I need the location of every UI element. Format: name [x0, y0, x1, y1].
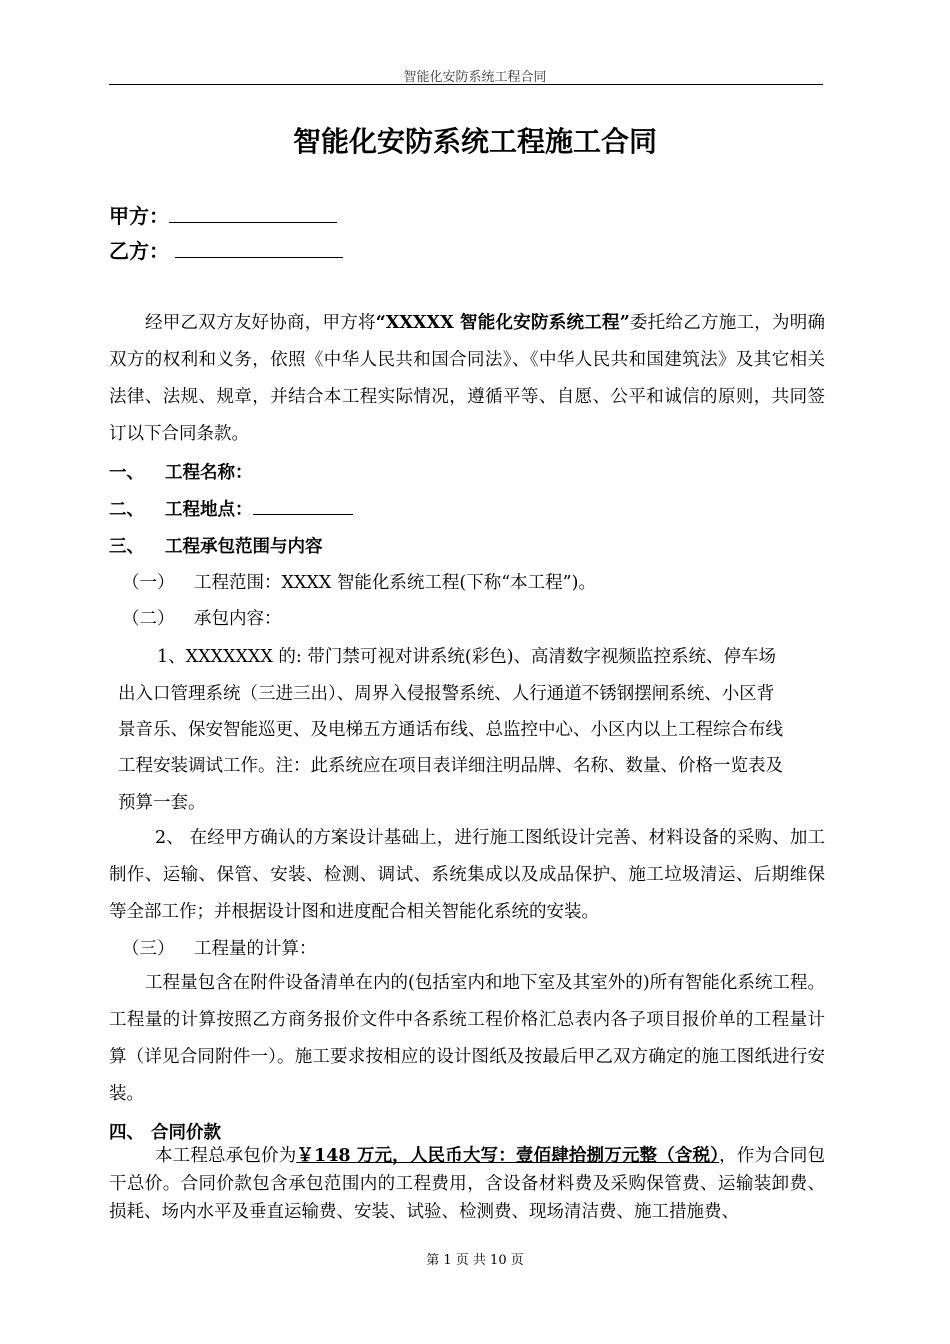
document-title: 智能化安防系统工程施工合同	[292, 125, 657, 158]
section-4-number: 四、	[109, 1123, 144, 1143]
price-rest: ，作为合同包干总价。合同价款包含承包范围内的工程费用，含设备材料费及采购保管费、运输装卸费、损耗、场内水平及垂直运输费、安装、试验、检测费、现场清洁费、施工措施费、	[109, 1146, 826, 1222]
scope-item-1-line-2: 出入口管理系统（三进三出）、周界入侵报警系统、人行通道不锈钢摆闸系统、小区背	[118, 684, 775, 704]
section-1-label: 工程名称：	[165, 463, 253, 483]
scope-sub-1	[122, 569, 596, 594]
section-2-label: 工程地点：	[165, 500, 253, 520]
section-3	[109, 533, 323, 558]
scope-item-1-line-1: 1、XXXXXXX 的: 带门禁可视对讲系统(彩色)、高清数字视频监控系统、停车场	[157, 647, 777, 667]
section-2	[109, 496, 353, 521]
party-b-line	[109, 235, 343, 264]
scope-sub-2	[122, 605, 282, 630]
party-b-blank	[175, 239, 343, 258]
section-4-label: 合同价款	[151, 1123, 221, 1143]
scope-item-1-line-3: 景音乐、保安智能巡更、及电梯五方通话布线、总监控中心、小区内以上工程综合布线	[118, 720, 783, 740]
quantity-paragraph: 工程量包含在附件设备清单在内的(包括室内和地下室及其室外的)所有智能化系统工程。工程量的计算按照乙方商务报价文件中各系统工程价格汇总表内各子项目报价单的工程量计算（详见合同附件一）。施工要求按相应的设计图纸及按最后甲乙双方确定的施工图纸进行安装。	[109, 973, 825, 1104]
preamble-paragraph	[109, 305, 825, 453]
section-3-number: 三、	[109, 537, 144, 557]
header-rule	[109, 84, 823, 85]
scope-sub-3-text: 工程量的计算：	[194, 939, 317, 959]
running-header: 智能化安防系统工程合同	[403, 70, 547, 85]
party-a-line	[109, 200, 337, 229]
scope-item-1-line-4: 工程安装调试工作。注：此系统应在项目表详细注明品牌、名称、数量、价格一览表及	[118, 756, 783, 776]
scope-sub-1-number: （一）	[122, 573, 175, 593]
section-4	[109, 1119, 221, 1144]
price-paragraph	[109, 1142, 825, 1226]
scope-item-2: 2、 在经甲方确认的方案设计基础上，进行施工图纸设计完善、材料设备的采购、加工制作、运输、保管、安装、检测、调试、系统集成以及成品保护、施工垃圾清运、后期维保等全部工作；并根据设计图和进度配合相关智能化系统的安装。	[109, 828, 825, 922]
section-1	[109, 459, 253, 484]
scope-sub-3	[122, 935, 317, 960]
scope-sub-1-text: 工程范围：XXXX 智能化系统工程(下称“本工程”)。	[194, 573, 596, 593]
price-lead: 本工程总承包价为	[155, 1146, 297, 1166]
project-name: “XXXXX 智能化安防系统工程”	[375, 313, 630, 333]
scope-sub-2-text: 承包内容：	[194, 609, 282, 629]
scope-item-1-line-5: 预算一套。	[118, 793, 206, 813]
section-2-blank	[253, 496, 353, 515]
section-3-label: 工程承包范围与内容	[165, 537, 323, 557]
scope-sub-2-number: （二）	[122, 609, 175, 629]
preamble-lead: 经甲乙双方友好协商，甲方将	[145, 313, 376, 333]
price-amount: ￥148 万元，人民币大写：壹佰肆拾捌万元整（含税）	[296, 1146, 720, 1166]
section-2-number: 二、	[109, 500, 144, 520]
preamble-rest: 委托给乙方施工，为明确双方的权利和义务，依照《中华人民共和国合同法》、《中华人民共和国建筑法》及其它相关法律、法规、规章，并结合本工程实际情况，遵循平等、自愿、公平和诚信的原则，共同签订以下合同条款。	[109, 313, 825, 444]
party-a-blank	[169, 204, 337, 223]
party-b-label: 乙方：	[109, 239, 169, 263]
page-number: 第 1 页 共 10 页	[426, 1253, 524, 1268]
section-1-number: 一、	[109, 463, 144, 483]
party-a-label: 甲方：	[109, 204, 169, 228]
scope-sub-3-number: （三）	[122, 939, 175, 959]
